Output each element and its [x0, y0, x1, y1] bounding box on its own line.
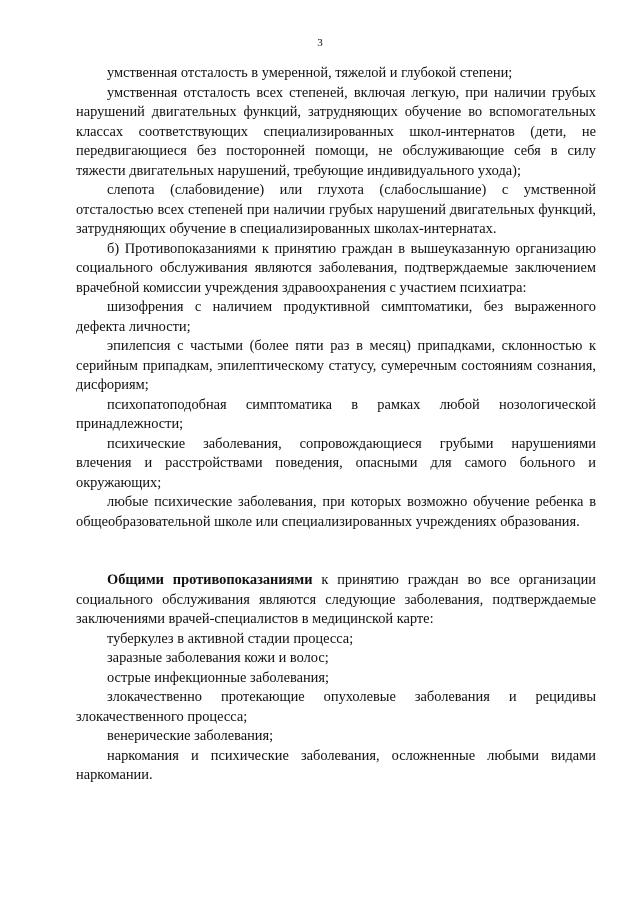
paragraph: умственная отсталость в умеренной, тяжелой и глубокой степени; [107, 65, 513, 81]
paragraph: наркомания и психические заболевания, осложненные любыми видами наркомании. [76, 747, 596, 783]
paragraph: б) Противопоказаниями к принятию граждан в вышеуказанную организацию социального обслуживания являются заболевания, подтверждаемые заключением врачебной комиссии учреждения здравоохранения с участием психиатра: [76, 240, 596, 296]
paragraph: туберкулез в активной стадии процесса; [107, 630, 354, 647]
page-number: 3 [317, 37, 323, 49]
paragraph: венерические заболевания; [107, 728, 274, 744]
paragraph: острые инфекционные заболевания; [107, 669, 329, 686]
document-body [76, 64, 596, 786]
paragraph: эпилепсия с частыми (более пяти раз в месяц) припадками, склонностью к серийным припадкам, эпилептическому статусу, сумеречным состояниям сознания, дисфориям; [76, 338, 596, 393]
paragraph: заразные заболевания кожи и волос; [107, 650, 329, 666]
paragraph: злокачественно протекающие опухолевые заболевания и рецидивы злокачественного процесса; [76, 689, 596, 725]
paragraph: психопатоподобная симптоматика в рамках любой нозологической принадлежности; [76, 396, 596, 432]
paragraph: умственная отсталость всех степеней, включая легкую, при наличии грубых нарушений двигательных функций, затрудняющих обучение во вспомогательных классах соответствующих специализированных школ-интернатов (дети, не передвигающиеся без посторонней помощи, не обслуживающие себя в силу тяжести двигательных нарушений, требующие индивидуального ухода); [76, 84, 596, 179]
general-contraindications-paragraph [76, 571, 596, 630]
general-contraindications-text: к принятию граждан во все организации социального обслуживания являются следующие заболевания, подтверждаемые заключениями врачей-специалистов в медицинской карте: [76, 572, 596, 627]
paragraph: психические заболевания, сопровождающиеся грубыми нарушениями влечения и расстройствами поведения, опасными для самого больного и окружающих; [76, 435, 596, 491]
paragraph: шизофрения с наличием продуктивной симптоматики, без выраженного дефекта личности; [76, 299, 596, 335]
paragraph: любые психические заболевания, при которых возможно обучение ребенка в общеобразовательной школе или специализированных учреждениях образования. [76, 494, 596, 530]
general-contraindications-heading: Общими противопоказаниями [107, 572, 313, 588]
paragraph: слепота (слабовидение) или глухота (слабослышание) с умственной отсталостью всех степеней при наличии грубых нарушений двигательных функций, затрудняющих обучение в специализированных школах-интернатах. [76, 182, 596, 237]
section-gap [76, 532, 596, 571]
